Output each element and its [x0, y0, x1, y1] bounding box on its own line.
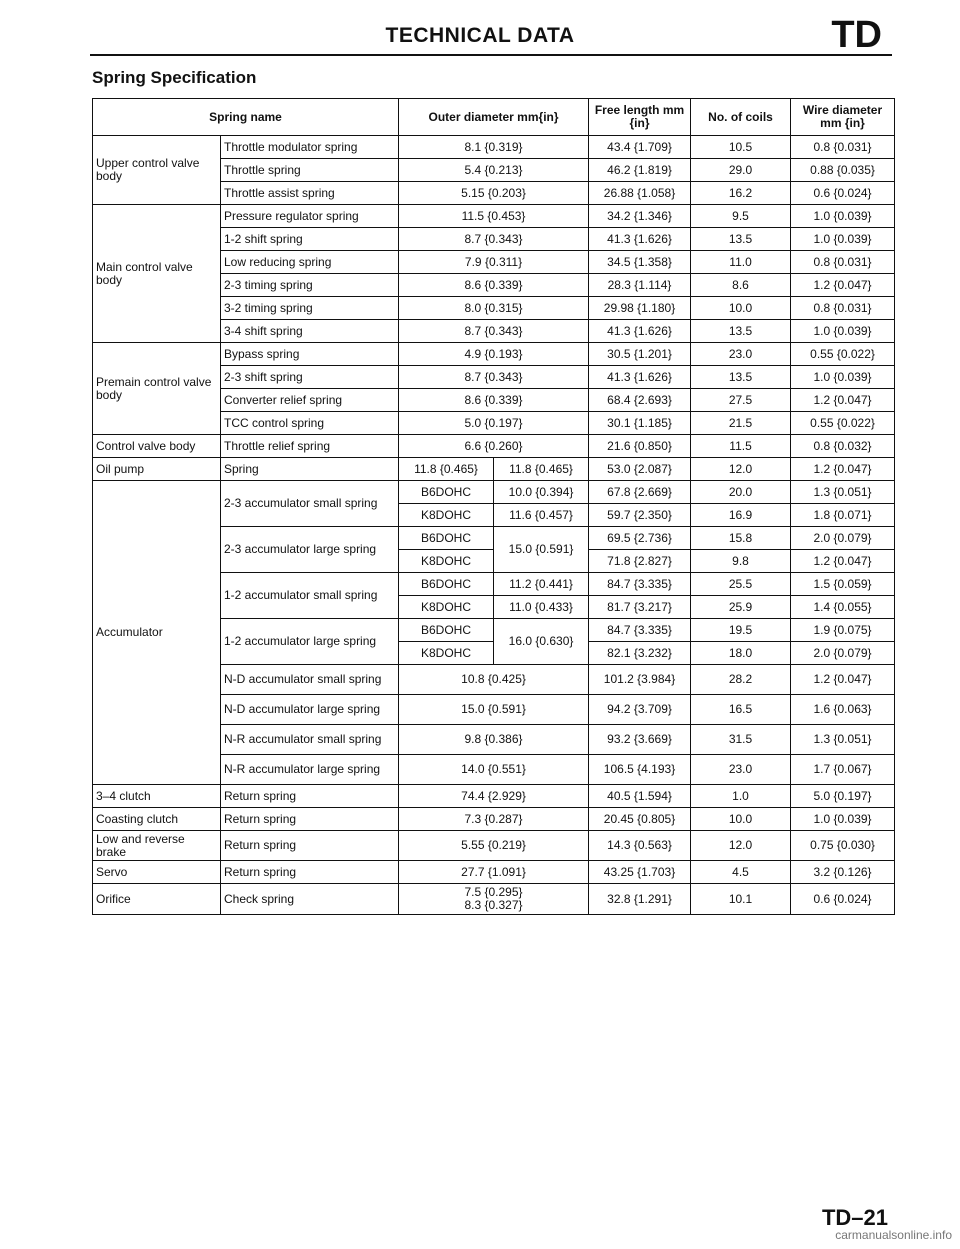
no-of-coils: 16.9 [691, 504, 791, 527]
spring-name: 1-2 accumulator large spring [221, 619, 399, 665]
wire-diameter: 0.8 {0.031} [791, 136, 895, 159]
free-length: 29.98 {1.180} [589, 297, 691, 320]
wire-diameter: 0.75 {0.030} [791, 831, 895, 861]
no-of-coils: 20.0 [691, 481, 791, 504]
no-of-coils: 23.0 [691, 755, 791, 785]
wire-diameter: 1.2 {0.047} [791, 274, 895, 297]
no-of-coils: 27.5 [691, 389, 791, 412]
wire-diameter: 1.8 {0.071} [791, 504, 895, 527]
wire-diameter: 0.6 {0.024} [791, 884, 895, 915]
free-length: 34.5 {1.358} [589, 251, 691, 274]
col-header-outer-diameter: Outer diameter mm{in} [399, 99, 589, 136]
free-length: 28.3 {1.114} [589, 274, 691, 297]
group-label: Premain control valve body [93, 343, 221, 435]
free-length: 84.7 {3.335} [589, 573, 691, 596]
group-label: Orifice [93, 884, 221, 915]
group-label: Accumulator [93, 481, 221, 785]
free-length: 94.2 {3.709} [589, 695, 691, 725]
spring-name: N-D accumulator large spring [221, 695, 399, 725]
spring-name: Throttle relief spring [221, 435, 399, 458]
wire-diameter: 2.0 {0.079} [791, 642, 895, 665]
free-length: 41.3 {1.626} [589, 366, 691, 389]
table-row [93, 481, 895, 504]
no-of-coils: 12.0 [691, 458, 791, 481]
wire-diameter: 0.8 {0.031} [791, 297, 895, 320]
engine-type: B6DOHC [399, 573, 494, 596]
no-of-coils: 23.0 [691, 343, 791, 366]
spring-name: 2-3 shift spring [221, 366, 399, 389]
spring-name: N-R accumulator small spring [221, 725, 399, 755]
group-label: Main control valve body [93, 205, 221, 343]
outer-diameter: 10.0 {0.394} [494, 481, 589, 504]
no-of-coils: 25.5 [691, 573, 791, 596]
spring-name: Low reducing spring [221, 251, 399, 274]
outer-diameter: 5.4 {0.213} [399, 159, 589, 182]
wire-diameter: 1.0 {0.039} [791, 808, 895, 831]
page-title: TECHNICAL DATA [385, 24, 575, 47]
no-of-coils: 10.0 [691, 297, 791, 320]
outer-diameter: 5.0 {0.197} [399, 412, 589, 435]
group-label: 3–4 clutch [93, 785, 221, 808]
wire-diameter: 0.55 {0.022} [791, 343, 895, 366]
no-of-coils: 13.5 [691, 320, 791, 343]
no-of-coils: 16.2 [691, 182, 791, 205]
outer-diameter: 8.7 {0.343} [399, 366, 589, 389]
outer-diameter: 7.9 {0.311} [399, 251, 589, 274]
free-length: 67.8 {2.669} [589, 481, 691, 504]
engine-type: K8DOHC [399, 596, 494, 619]
col-header-spring-name: Spring name [93, 99, 399, 136]
no-of-coils: 10.0 [691, 808, 791, 831]
outer-diameter: 15.0 {0.591} [399, 695, 589, 725]
outer-diameter: 5.15 {0.203} [399, 182, 589, 205]
outer-diameter-line: 8.3 {0.327} [464, 898, 523, 912]
no-of-coils: 28.2 [691, 665, 791, 695]
free-length: 40.5 {1.594} [589, 785, 691, 808]
spring-name: Check spring [221, 884, 399, 915]
table-row [93, 785, 895, 808]
wire-diameter: 1.2 {0.047} [791, 458, 895, 481]
free-length: 30.5 {1.201} [589, 343, 691, 366]
free-length: 81.7 {3.217} [589, 596, 691, 619]
outer-diameter: 8.0 {0.315} [399, 297, 589, 320]
wire-diameter: 0.88 {0.035} [791, 159, 895, 182]
free-length: 59.7 {2.350} [589, 504, 691, 527]
engine-type: K8DOHC [399, 504, 494, 527]
spring-name: Pressure regulator spring [221, 205, 399, 228]
free-length: 71.8 {2.827} [589, 550, 691, 573]
spring-name: 2-3 timing spring [221, 274, 399, 297]
spring-name: Return spring [221, 785, 399, 808]
wire-diameter: 1.0 {0.039} [791, 205, 895, 228]
outer-diameter [399, 884, 589, 915]
spring-name: 2-3 accumulator small spring [221, 481, 399, 527]
spring-name: Throttle assist spring [221, 182, 399, 205]
outer-diameter: 10.8 {0.425} [399, 665, 589, 695]
outer-diameter: 8.7 {0.343} [399, 320, 589, 343]
wire-diameter: 1.2 {0.047} [791, 550, 895, 573]
free-length: 26.88 {1.058} [589, 182, 691, 205]
free-length: 68.4 {2.693} [589, 389, 691, 412]
spring-name: Spring [221, 458, 399, 481]
outer-diameter: 11.6 {0.457} [494, 504, 589, 527]
no-of-coils: 13.5 [691, 366, 791, 389]
outer-diameter: 74.4 {2.929} [399, 785, 589, 808]
spring-name: 3-2 timing spring [221, 297, 399, 320]
no-of-coils: 8.6 [691, 274, 791, 297]
wire-diameter: 1.7 {0.067} [791, 755, 895, 785]
no-of-coils: 1.0 [691, 785, 791, 808]
spring-name: Return spring [221, 808, 399, 831]
wire-diameter: 1.5 {0.059} [791, 573, 895, 596]
no-of-coils: 4.5 [691, 861, 791, 884]
spring-name: 3-4 shift spring [221, 320, 399, 343]
no-of-coils: 31.5 [691, 725, 791, 755]
free-length: 106.5 {4.193} [589, 755, 691, 785]
no-of-coils: 25.9 [691, 596, 791, 619]
outer-diameter: 11.8 {0.465} [399, 458, 494, 481]
engine-type: B6DOHC [399, 481, 494, 504]
spring-name: 2-3 accumulator large spring [221, 527, 399, 573]
table-row [93, 458, 895, 481]
spring-name: N-D accumulator small spring [221, 665, 399, 695]
spring-name: TCC control spring [221, 412, 399, 435]
outer-diameter: 6.6 {0.260} [399, 435, 589, 458]
wire-diameter: 3.2 {0.126} [791, 861, 895, 884]
spring-name: Throttle spring [221, 159, 399, 182]
outer-diameter: 8.6 {0.339} [399, 389, 589, 412]
section-title: Spring Specification [92, 68, 257, 87]
outer-diameter: 27.7 {1.091} [399, 861, 589, 884]
free-length: 53.0 {2.087} [589, 458, 691, 481]
free-length: 34.2 {1.346} [589, 205, 691, 228]
group-label: Servo [93, 861, 221, 884]
col-header-free-length: Free length mm {in} [589, 99, 691, 136]
outer-diameter: 9.8 {0.386} [399, 725, 589, 755]
free-length: 46.2 {1.819} [589, 159, 691, 182]
section-code: TD [831, 14, 882, 56]
no-of-coils: 15.8 [691, 527, 791, 550]
spring-name: Return spring [221, 861, 399, 884]
engine-type: K8DOHC [399, 642, 494, 665]
free-length: 43.4 {1.709} [589, 136, 691, 159]
outer-diameter: 8.7 {0.343} [399, 228, 589, 251]
free-length: 43.25 {1.703} [589, 861, 691, 884]
free-length: 101.2 {3.984} [589, 665, 691, 695]
free-length: 20.45 {0.805} [589, 808, 691, 831]
spring-name: Throttle modulator spring [221, 136, 399, 159]
outer-diameter-line: 7.5 {0.295} [464, 885, 523, 899]
wire-diameter: 1.0 {0.039} [791, 320, 895, 343]
free-length: 82.1 {3.232} [589, 642, 691, 665]
wire-diameter: 1.0 {0.039} [791, 366, 895, 389]
free-length: 32.8 {1.291} [589, 884, 691, 915]
free-length: 41.3 {1.626} [589, 320, 691, 343]
page-number: TD–21 [821, 1205, 888, 1230]
table-row [93, 435, 895, 458]
group-label: Control valve body [93, 435, 221, 458]
free-length: 93.2 {3.669} [589, 725, 691, 755]
group-label: Low and reverse brake [93, 831, 221, 861]
table-header-row [93, 99, 895, 136]
wire-diameter: 0.6 {0.024} [791, 182, 895, 205]
no-of-coils: 21.5 [691, 412, 791, 435]
spring-name: N-R accumulator large spring [221, 755, 399, 785]
free-length: 41.3 {1.626} [589, 228, 691, 251]
watermark: carmanualsonline.info [835, 1228, 952, 1242]
outer-diameter: 8.6 {0.339} [399, 274, 589, 297]
wire-diameter: 1.9 {0.075} [791, 619, 895, 642]
no-of-coils: 11.5 [691, 435, 791, 458]
engine-type: B6DOHC [399, 619, 494, 642]
outer-diameter: 14.0 {0.551} [399, 755, 589, 785]
no-of-coils: 10.5 [691, 136, 791, 159]
free-length: 21.6 {0.850} [589, 435, 691, 458]
outer-diameter: 4.9 {0.193} [399, 343, 589, 366]
outer-diameter: 11.2 {0.441} [494, 573, 589, 596]
wire-diameter: 0.8 {0.031} [791, 251, 895, 274]
spring-name: Converter relief spring [221, 389, 399, 412]
wire-diameter: 2.0 {0.079} [791, 527, 895, 550]
outer-diameter: 11.5 {0.453} [399, 205, 589, 228]
wire-diameter: 1.3 {0.051} [791, 481, 895, 504]
outer-diameter: 5.55 {0.219} [399, 831, 589, 861]
table-row [93, 205, 895, 228]
col-header-no-of-coils: No. of coils [691, 99, 791, 136]
wire-diameter: 1.2 {0.047} [791, 665, 895, 695]
wire-diameter: 1.4 {0.055} [791, 596, 895, 619]
wire-diameter: 1.3 {0.051} [791, 725, 895, 755]
spring-name: Return spring [221, 831, 399, 861]
no-of-coils: 19.5 [691, 619, 791, 642]
spring-name: Bypass spring [221, 343, 399, 366]
table-row [93, 343, 895, 366]
table-row [93, 831, 895, 861]
group-label: Oil pump [93, 458, 221, 481]
group-label: Upper control valve body [93, 136, 221, 205]
spring-name: 1-2 shift spring [221, 228, 399, 251]
engine-type: B6DOHC [399, 527, 494, 550]
no-of-coils: 18.0 [691, 642, 791, 665]
table-row [93, 861, 895, 884]
no-of-coils: 10.1 [691, 884, 791, 915]
no-of-coils: 11.0 [691, 251, 791, 274]
wire-diameter: 5.0 {0.197} [791, 785, 895, 808]
free-length: 84.7 {3.335} [589, 619, 691, 642]
table-row [93, 884, 895, 915]
wire-diameter: 0.55 {0.022} [791, 412, 895, 435]
col-header-wire-diameter: Wire diameter mm {in} [791, 99, 895, 136]
outer-diameter: 11.0 {0.433} [494, 596, 589, 619]
table-row [93, 808, 895, 831]
outer-diameter: 7.3 {0.287} [399, 808, 589, 831]
free-length: 69.5 {2.736} [589, 527, 691, 550]
outer-diameter: 16.0 {0.630} [494, 619, 589, 665]
wire-diameter: 1.2 {0.047} [791, 389, 895, 412]
spring-name: 1-2 accumulator small spring [221, 573, 399, 619]
engine-type: K8DOHC [399, 550, 494, 573]
outer-diameter: 11.8 {0.465} [494, 458, 589, 481]
free-length: 14.3 {0.563} [589, 831, 691, 861]
no-of-coils: 12.0 [691, 831, 791, 861]
group-label: Coasting clutch [93, 808, 221, 831]
no-of-coils: 16.5 [691, 695, 791, 725]
wire-diameter: 1.6 {0.063} [791, 695, 895, 725]
spring-spec-table [92, 98, 895, 915]
wire-diameter: 0.8 {0.032} [791, 435, 895, 458]
wire-diameter: 1.0 {0.039} [791, 228, 895, 251]
table-row [93, 136, 895, 159]
no-of-coils: 13.5 [691, 228, 791, 251]
free-length: 30.1 {1.185} [589, 412, 691, 435]
no-of-coils: 9.8 [691, 550, 791, 573]
outer-diameter: 15.0 {0.591} [494, 527, 589, 573]
outer-diameter: 8.1 {0.319} [399, 136, 589, 159]
header-divider [90, 54, 892, 56]
no-of-coils: 9.5 [691, 205, 791, 228]
no-of-coils: 29.0 [691, 159, 791, 182]
